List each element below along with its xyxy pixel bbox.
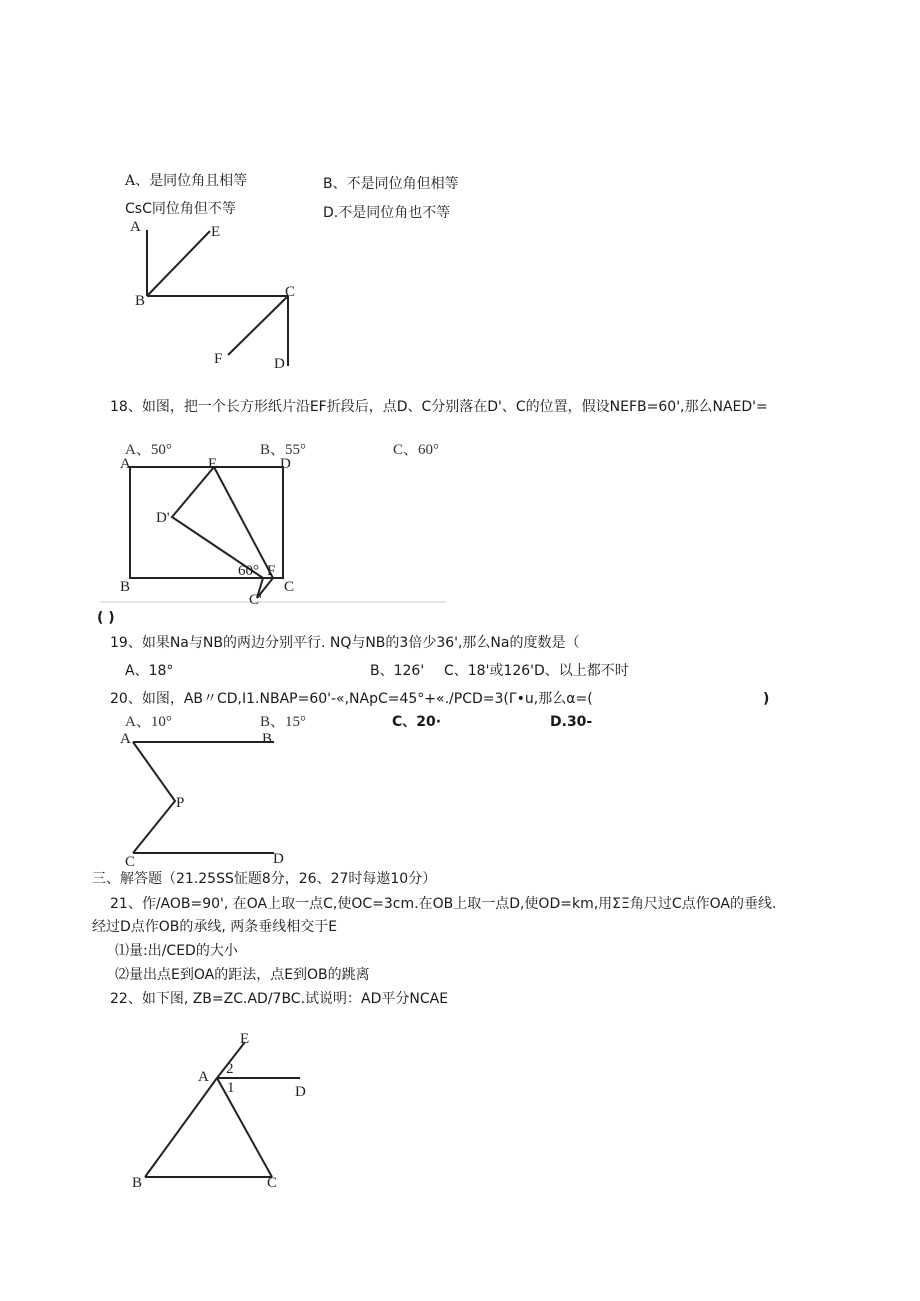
q20-label-b: B (262, 731, 273, 747)
q18-option-c: C、60° (393, 442, 440, 458)
q20-option-a: A、10° (125, 714, 172, 730)
q18-option-b: B、55° (260, 442, 307, 458)
q22-label-d: D (295, 1084, 306, 1100)
q18-label-c: C (284, 579, 295, 595)
q18-label-d-prime: D' (156, 510, 170, 526)
q18-option-a: A、50° (125, 442, 172, 458)
q18-answer-paren: ( ) (97, 610, 115, 626)
q20-option-c: C、20· (392, 714, 442, 730)
q21-line-2: 经过D点作OB的承线, 两条垂线相交于E (92, 919, 338, 935)
q17-option-a: A、是同位角且相等 (125, 173, 248, 189)
q20-label-d: D (273, 851, 284, 867)
q18-label-b: B (120, 579, 131, 595)
q18-label-f: F (267, 563, 276, 579)
q21-sub-2: ⑵量出点E到OA的距法，点E到OB的跳离 (115, 967, 370, 983)
q20-option-b: B、15° (260, 714, 307, 730)
q21-line-1: 21、作/AOB=90', 在OA上取一点C,使OC=3cm.在OB上取一点D,使OD=km,用ΣΞ角尺过C点作OA的垂线. (110, 896, 777, 912)
q22-label-angle-2: 2 (226, 1061, 234, 1077)
q18-label-e: E (208, 456, 218, 472)
q20-label-p: P (176, 795, 185, 811)
q22-label-e: E (240, 1031, 250, 1047)
q18-label-a: A (120, 456, 131, 472)
q22-label-a: A (198, 1069, 209, 1085)
q17-label-e: E (211, 224, 221, 240)
q17-option-c: CsC同位角但不等 (125, 201, 236, 217)
q22-label-c: C (267, 1175, 278, 1191)
q21-sub-1: ⑴量:出/CED的大小 (115, 943, 238, 959)
q18-label-d: D (280, 456, 291, 472)
q17-label-a: A (130, 219, 141, 235)
q20-label-c: C (125, 854, 136, 870)
q18-label-c-prime: C' (249, 592, 262, 608)
q20-answer-paren: ) (763, 691, 770, 707)
q19-option-a: A、18° (125, 663, 174, 679)
q19-question: 19、如果Na与NB的两边分别平行. NQ与NB的3倍少36',那么Na的度数是（ (110, 635, 580, 651)
q17-label-c: C (285, 284, 296, 300)
q22-label-angle-1: 1 (227, 1080, 235, 1096)
q20-label-a: A (120, 731, 131, 747)
q17-option-b: B、不是同位角但相等 (323, 176, 459, 192)
q17-label-b: B (135, 293, 146, 309)
section-3-title: 三、解答题（21.25SS怔题8分，26、27时每遨10分） (92, 871, 437, 887)
q17-label-f: F (214, 351, 223, 367)
q17-label-d: D (274, 356, 285, 372)
q20-question: 20、如图，AB〃CD,I1.NBAP=60'-«,NApC=45°+«./PCD=3(Γ•u,那么α=( (110, 691, 593, 707)
q18-label-angle: 60° (238, 563, 259, 579)
q18-question: 18、如图，把一个长方形纸片沿EF折段后，点D、C分别落在D'、C的位置，假设NEFB=60',那么NAED'= (110, 399, 768, 415)
q20-option-d: D.30- (550, 714, 593, 730)
q22-label-b: B (132, 1175, 143, 1191)
q19-option-b: B、126' (370, 663, 425, 679)
q19-option-c: C、18'或126'D、以上都不时 (444, 663, 629, 679)
q22-question: 22、如下图, ZB=ZC.AD/7BC.试说明：AD平分NCAE (110, 991, 449, 1007)
q17-option-d: D.不是同位角也不等 (323, 205, 451, 221)
